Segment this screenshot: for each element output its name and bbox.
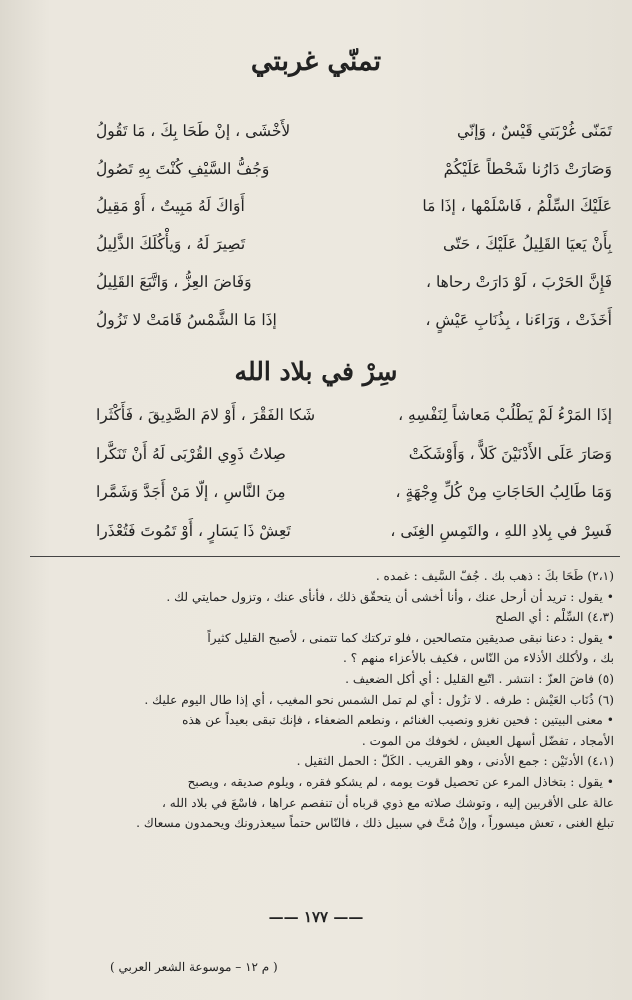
footnote-line: (٦) ذُنَاب العَيْش : طرفه . لا تزُول : أي لم تمل الشمس نحو المغيب ، أي إذا طال اليوم عليك . [144, 692, 614, 707]
verse-second-hemistich: تَصِيرَ لَهُ ، وَيأْكُلَكَ الذَّلِيلُ [96, 235, 246, 254]
verse-line [96, 512, 612, 551]
page-number [0, 908, 632, 926]
verse-first-hemistich: تَمَنّى غُرْبَتي قَيْسٌ ، وَإنّي [456, 121, 612, 140]
source-reference-text: ( م ١٢ – موسوعة الشعر العربي ) [110, 960, 278, 974]
footnote-line: الأمجاد ، تفضّل أسهل العيش ، لخوفك من الموت . [361, 733, 614, 748]
verse-line [96, 435, 612, 474]
verse-line [96, 396, 612, 435]
verse-line [96, 188, 612, 226]
poem-verses [96, 112, 612, 339]
verse-line [96, 150, 612, 188]
verse-second-hemistich: مِنَ النَّاسِ ، إلّا مَنْ أَجَدَّ وَشَمَّرا [96, 483, 286, 502]
dash-decoration: —— [268, 908, 299, 926]
dash-decoration: —— [333, 908, 364, 926]
verse-line [96, 112, 612, 150]
poem-title: سِرْ في بلاد الله [234, 357, 398, 386]
verse-second-hemistich: إذَا مَا الشَّمْسُ قَامَتْ لا تَزُولُ [96, 310, 277, 329]
footnotes [20, 566, 614, 834]
verse-first-hemistich: وَمَا طَالِبُ الحَاجَاتِ مِنْ كُلِّ وِجْهَةٍ ، [395, 483, 612, 502]
footnote-line: • يقول : دعنا نبقى صديقين متصالحين ، فلو تركتك كما تتمنى ، لأصبح القليل كثيراً [207, 630, 614, 645]
footnote-line: (٥) فاضَ العزّ : انتشر . اتّبع القليل : أي أكل الضعيف . [345, 671, 614, 686]
verse-second-hemistich: شَكا الفَقْرَ ، أَوْ لامَ الصَّدِيقَ ، فَأَكْثَرا [96, 406, 316, 425]
footnote-line: بك ، ولأكلك الأذلاء من النّاس ، فكيف بالأعزاء منهم ؟ . [342, 651, 614, 666]
footnote-line: (٢،١) طَحَا بكَ : ذهب بك . جُفّ السَّيف : غمده . [375, 569, 614, 583]
verse-first-hemistich: إذَا المَرْءُ لَمْ يَطْلُبْ مَعاشاً لِنَفْسِهِ ، [398, 406, 612, 425]
verse-first-hemistich: وَصَارَتْ دَارُنا شَحْطاً عَلَيْكُمْ [443, 159, 612, 178]
verse-second-hemistich: وَجُفُّ السَّيْفِ كُنْتَ بِهِ تَصُولُ [96, 159, 270, 178]
verse-first-hemistich: بِأَنْ يَعيَا القَلِيلُ عَلَيْكَ ، حَتّى [443, 235, 612, 254]
verse-first-hemistich: فَسِرْ في بِلادِ اللهِ ، والتَمِسِ الغِنَى ، [390, 521, 612, 540]
verse-first-hemistich: وَصَارَ عَلَى الأَدْنَيْنَ كَلاًّ ، وَأَوْشَكَتْ [408, 444, 612, 463]
verse-line [96, 473, 612, 512]
poem-title: تمنّي غربتي [250, 46, 382, 77]
verse-second-hemistich: صِلاتُ ذَوِي القُرْبَى لَهُ أَنْ تَنَكَّرا [96, 444, 286, 463]
verse-second-hemistich: وَفَاضَ العِزُّ ، وَاتَّبَعَ القَلِيلُ [96, 273, 252, 292]
footnote-line: (٤،٣) السِّلْم : أي الصلح [495, 610, 614, 625]
footnote-line: • يقول : تريد أن أرحل عنك ، وأنا أخشى أن يتحقّق ذلك ، فأنأى عنك ، وتزول حمايتي لك . [166, 589, 614, 604]
verse-line [96, 263, 612, 301]
footnote-divider [30, 556, 620, 557]
page-number-text: ١٧٧ [303, 908, 329, 926]
verse-second-hemistich: أَوَاكَ لَهُ مَبِيتٌ ، أَوْ مَقِيلُ [96, 197, 245, 216]
verse-second-hemistich: تَعِشْ ذَا يَسَارٍ ، أَوْ تَمُوتَ فَتُعْذَرا [96, 521, 291, 540]
footnote-line: عالة على الأقربين إليه ، وتوشك صلاته مع ذوي قرباه أن تنفصم عراها ، فاسْعَ في بلاد الله ، [161, 795, 614, 810]
poem-verses [96, 396, 612, 550]
verse-line [96, 301, 612, 339]
footnote-line: (٤،١) الأدنَيْن : جمع الأدنى ، وهو القريب . الكَلّ : الحمل الثقيل . [296, 754, 614, 769]
source-reference [110, 960, 632, 974]
footnote-line: • معنى البيتين : فحين نغزو ونصيب الغنائم ، ونطعم الضعفاء ، فإنك تبقى بعيداً عن هذه [182, 713, 614, 728]
footnote-line: • يقول : بتخاذل المرء عن تحصيل قوت يومه ، لم يشكو فقره ، ويلوم صديقه ، ويصبح [187, 774, 614, 789]
verse-first-hemistich: أَخَذَتْ ، وَرَاءَنا ، بِذُنَابِ عَيْشٍ ، [425, 310, 612, 329]
verse-first-hemistich: عَلَيْكَ السِّلْمُ ، فَاسْلَمْها ، إذَا مَا [422, 197, 612, 216]
verse-line [96, 225, 612, 263]
verse-second-hemistich: لأَخْشَى ، إنْ طَحَا بِكَ ، مَا تَقُولُ [96, 121, 291, 140]
footnote-line: تبلغ الغنى ، تعش ميسوراً ، وإنْ مُتَّ في سبيل ذلك ، فالنّاس حتماً سيعذرونك ويحمدون مسعاك . [136, 816, 614, 831]
verse-first-hemistich: فَإِنَّ الحَرْبَ ، لَوْ دَارَتْ رحاها ، [426, 273, 612, 292]
